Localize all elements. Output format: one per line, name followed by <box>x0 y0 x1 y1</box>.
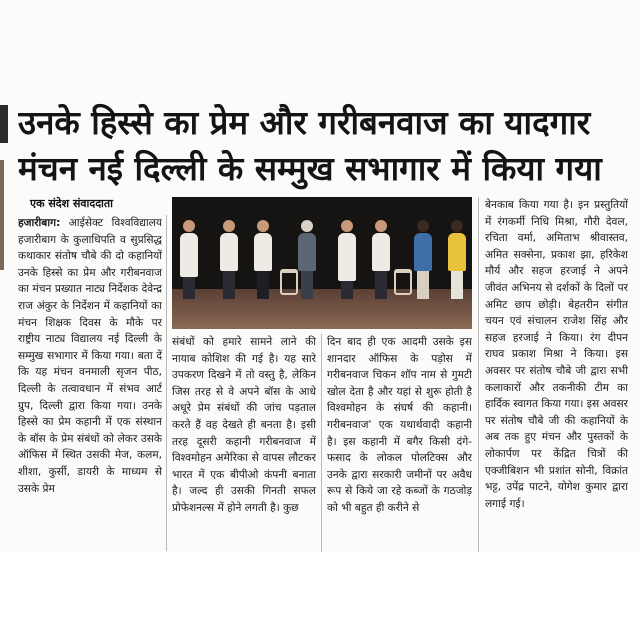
dateline: हजारीबाग: <box>18 217 61 229</box>
performer <box>414 220 432 299</box>
headline-line-2: मंचन नई दिल्ली के सम्मुख सभागार में किया गया <box>18 149 602 188</box>
performer <box>220 220 238 299</box>
article-column-1 <box>18 215 162 553</box>
column-rule-2 <box>321 334 322 552</box>
column-2-text: संबंधों को हमारे सामने लाने की नायाब कोशिश की गई है। यह सारे उपकरण दिखने में तो वस्तु है, लेकिन जिस तरह से वे अपने बॉस के आधे अधूरे प्रेम संबंधों की जांच पड़ताल करते हैं वह देखते ही बनता है। इसी तरह दूसरी कहानी गरीबनवाज में विश्वमोहन अमेरिका से वापस लौटकर भारत में एक बीपीओ कंपनी बनाता है। जल्द ही उसकी गिनती सफल प्रोफेशनल्स में होने लगती है। कुछ <box>172 336 316 514</box>
performer <box>298 220 316 299</box>
performer <box>180 220 198 299</box>
byline: एक संदेश संवाददाता <box>30 197 113 210</box>
chair <box>280 269 298 295</box>
column-rule-3 <box>478 197 479 552</box>
adjacent-clipping-edge <box>0 105 8 143</box>
article-column-4 <box>485 197 628 552</box>
adjacent-photo-edge <box>0 160 4 270</box>
column-3-text: दिन बाद ही एक आदमी उसके इस शानदार ऑफिस के पड़ोस में गरीबनवाज चिकन शॉप नाम से गुमटी खोल देता है और यहां से शुरू होती है विश्वमोहन के संघर्ष की कहानी। गरीबनवाज' एक यथार्थवादी कहानी है। इस कहानी में बगैर किसी दंगे-फसाद के लोकल पोलटिक्स और उनके द्वारा सरकारी जमीनों पर अवैध रूप से किये जा रहे कब्जों के गठजोड़ को भी बहुत ही करीने से <box>327 336 472 514</box>
column-4-text: बेनकाब किया गया है। इन प्रस्तुतियों में रंगकर्मी निधि मिश्रा, गौरी देवल, रचिता वर्मा, अमिताभ श्रीवास्तव, अमित सक्सेना, प्रकाश झा, हरिकेश मौर्य और सहज हरजाई ने अपने जीवंत अभिनय से दर्शकों के दिलों पर अमिट छाप छोड़ी। बेहतरीन संगीत चयन एवं संचालन राजेश सिंह और सहज हरजाई ने किया। रंग दीपन राघव प्रकाश मिश्रा ने किया। इस अवसर पर संतोष चौबे जी द्वारा सभी कलाकारों और तकनीकी टीम का हार्दिक स्वागत किया गया। इस अवसर पर संतोष चौबे जी की कहानियों के अब तक हुए मंचन और पुस्तकों के लोकार्पण पर केंद्रित चित्रों की एक्जीबिशन भी प्रशांत सोनी, विक्रांत भट्ट, उपेंद्र पाटने, योगेश कुमार द्वारा लगाई गई। <box>485 199 628 510</box>
performer <box>254 220 272 299</box>
article-column-3 <box>327 334 472 552</box>
performer <box>448 220 466 299</box>
headline-line-1: उनके हिस्से का प्रेम और गरीबनवाज का यादगार <box>18 103 591 142</box>
column-rule-1 <box>166 215 167 551</box>
chair <box>394 269 412 295</box>
blank-margin <box>0 553 640 640</box>
column-1-text: आईसेक्ट विश्वविद्यालय हजारीबाग के कुलाधिपति व सुप्रसिद्ध कथाकार संतोष चौबे की दो कहानियों उनके हिस्से का प्रेम और गरीबनवाज का मंचन प्रख्यात नाट्य निर्देशक देवेन्द्र राज अंकुर के निर्देशन में कहानियों का मंचन शिक्षक दिवस के मौके पर राष्ट्रीय नाट्य विद्यालय नई दिल्ली के सम्मुख सभागार में किया गया। बता दें कि यह मंचन वनमाली सृजन पीठ, दिल्ली के तत्वावधान में संभव आर्ट ग्रुप, दिल्ली द्वारा किया गया। उनके हिस्से का प्रेम कहानी में एक संस्थान के बॉस के प्रेम संबंधों को लेकर उसके ऑफिस में स्थित उसकी मेज, कलम, शीशा, कुर्सी, डायरी के माध्यम से उसके प्रेम <box>18 217 162 495</box>
article-column-2 <box>172 334 316 552</box>
performer <box>372 220 390 299</box>
performer <box>338 220 356 299</box>
stage-photo <box>172 197 472 329</box>
headline <box>18 100 624 192</box>
